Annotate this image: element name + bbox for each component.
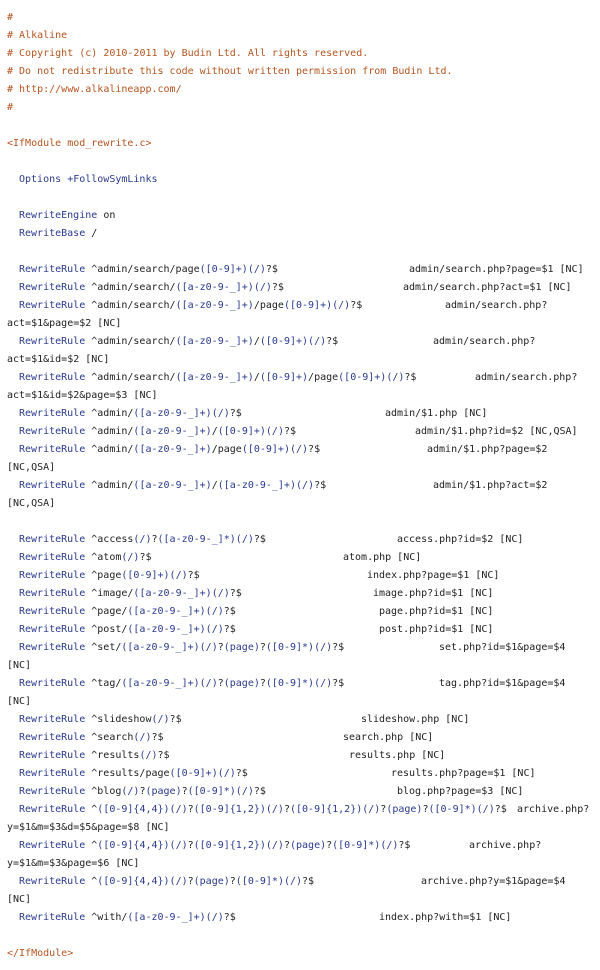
rule-substitution: tag.php?id=$1&page=$4 xyxy=(439,678,566,689)
rule-substitution: admin/$1.php [NC] xyxy=(385,408,488,419)
rule-pattern: ^admin/search/([a-z0-9-_]+)(/)?$ xyxy=(91,282,284,293)
rewrite-rule-line xyxy=(19,747,170,765)
rewrite-rule-line xyxy=(19,675,344,693)
rewrite-rule-line xyxy=(19,423,296,441)
rewrite-rule-line xyxy=(19,585,242,603)
rewrite-rule-keyword: RewriteRule xyxy=(19,786,86,797)
rule-pattern: ^admin/([a-z0-9-_]+)/([a-z0-9-_]+)(/)?$ xyxy=(91,480,327,491)
directive-keyword: RewriteEngine xyxy=(19,210,98,221)
directive-value: +FollowSymLinks xyxy=(67,174,158,185)
comment-line: # Alkaline xyxy=(7,30,68,41)
rule-substitution: archive.php? xyxy=(517,804,590,815)
rule-pattern: ^admin/search/([a-z0-9-_]+)/([0-9]+)(/)?$ xyxy=(91,336,339,347)
rewrite-rule-line xyxy=(19,765,248,783)
rule-substitution-continued: [NC] xyxy=(7,660,32,671)
rewrite-rule-line xyxy=(19,369,416,387)
options-directive xyxy=(19,171,158,189)
rule-pattern: ^results(/)?$ xyxy=(91,750,170,761)
rewrite-rule-line xyxy=(19,333,338,351)
rewrite-rule-line xyxy=(19,873,314,891)
rule-pattern: ^admin/search/([a-z0-9-_]+)/([0-9]+)/page([0-9]+)(/)?$ xyxy=(91,372,417,383)
rewrite-rule-keyword: RewriteRule xyxy=(19,570,86,581)
rule-pattern: ^image/([a-z0-9-_]+)(/)?$ xyxy=(91,588,242,599)
rewrite-engine-directive xyxy=(19,207,115,225)
rule-substitution-continued: act=$1&id=$2&page=$3 [NC] xyxy=(7,390,158,401)
rule-pattern: ^search(/)?$ xyxy=(91,732,164,743)
rewrite-base-directive xyxy=(19,225,97,243)
rule-substitution: admin/search.php?page=$1 [NC] xyxy=(409,264,584,275)
rule-substitution: post.php?id=$1 [NC] xyxy=(379,624,494,635)
rule-pattern: ^atom(/)?$ xyxy=(91,552,152,563)
rewrite-rule-line xyxy=(19,531,266,549)
rewrite-rule-line xyxy=(19,603,236,621)
rewrite-rule-keyword: RewriteRule xyxy=(19,624,86,635)
rewrite-rule-line xyxy=(19,783,266,801)
rule-substitution-continued: y=$1&m=$3&d=$5&page=$8 [NC] xyxy=(7,822,170,833)
rewrite-rule-keyword: RewriteRule xyxy=(19,606,86,617)
rule-substitution: image.php?id=$1 [NC] xyxy=(373,588,494,599)
rewrite-rule-line xyxy=(19,405,242,423)
comment-line: # xyxy=(7,12,14,23)
rule-substitution: access.php?id=$2 [NC] xyxy=(397,534,524,545)
rewrite-rule-line xyxy=(19,549,151,567)
rewrite-rule-line xyxy=(19,621,236,639)
rule-substitution-continued: act=$1&id=$2 [NC] xyxy=(7,354,110,365)
rewrite-rule-keyword: RewriteRule xyxy=(19,912,86,923)
rewrite-rule-keyword: RewriteRule xyxy=(19,768,86,779)
directive-keyword: Options xyxy=(19,174,62,185)
rewrite-rule-keyword: RewriteRule xyxy=(19,732,86,743)
ifmodule-close-tag: </IfModule> xyxy=(7,948,74,959)
rewrite-rule-keyword: RewriteRule xyxy=(19,444,86,455)
rewrite-rule-keyword: RewriteRule xyxy=(19,408,86,419)
rewrite-rule-keyword: RewriteRule xyxy=(19,750,86,761)
rule-substitution: atom.php [NC] xyxy=(343,552,422,563)
rule-substitution: search.php [NC] xyxy=(343,732,434,743)
directive-keyword: RewriteBase xyxy=(19,228,86,239)
rule-pattern: ^admin/search/page([0-9]+)(/)?$ xyxy=(91,264,278,275)
rewrite-rule-keyword: RewriteRule xyxy=(19,552,86,563)
rule-pattern: ^slideshow(/)?$ xyxy=(91,714,182,725)
comment-line: # Copyright (c) 2010-2011 by Budin Ltd. All rights reserved. xyxy=(7,48,369,59)
rule-substitution: admin/search.php? xyxy=(445,300,548,311)
rule-substitution: archive.php?y=$1&page=$4 xyxy=(421,876,566,887)
rule-pattern: ^([0-9]{4,4})(/)?(page)?([0-9]*)(/)?$ xyxy=(91,876,315,887)
rewrite-rule-keyword: RewriteRule xyxy=(19,426,86,437)
rewrite-rule-line xyxy=(19,909,236,927)
rule-substitution: admin/$1.php?act=$2 xyxy=(433,480,548,491)
rewrite-rule-keyword: RewriteRule xyxy=(19,480,86,491)
rewrite-rule-line xyxy=(19,477,326,495)
rule-pattern: ^admin/search/([a-z0-9-_]+)/page([0-9]+)(/)?$ xyxy=(91,300,363,311)
rewrite-rule-line xyxy=(19,801,507,819)
rule-pattern: ^([0-9]{4,4})(/)?([0-9]{1,2})(/)?([0-9]{1,2})(/)?(page)?([0-9]*)(/)?$ xyxy=(91,804,507,815)
rule-substitution: admin/$1.php?page=$2 xyxy=(427,444,548,455)
rule-pattern: ^post/([a-z0-9-_]+)(/)?$ xyxy=(91,624,236,635)
rule-substitution: admin/search.php?act=$1 [NC] xyxy=(403,282,572,293)
rewrite-rule-keyword: RewriteRule xyxy=(19,678,86,689)
rewrite-rule-line xyxy=(19,279,284,297)
rule-pattern: ^blog(/)?(page)?([0-9]*)(/)?$ xyxy=(91,786,266,797)
directive-value: / xyxy=(91,228,98,239)
rewrite-rule-line xyxy=(19,567,200,585)
rule-pattern: ^tag/([a-z0-9-_]+)(/)?(page)?([0-9]*)(/)?$ xyxy=(91,678,345,689)
rewrite-rule-keyword: RewriteRule xyxy=(19,336,86,347)
rewrite-rule-line xyxy=(19,261,278,279)
rule-substitution: results.php [NC] xyxy=(349,750,446,761)
rule-substitution: archive.php? xyxy=(469,840,542,851)
rule-substitution: admin/search.php? xyxy=(433,336,536,347)
rewrite-rule-keyword: RewriteRule xyxy=(19,876,86,887)
rule-substitution: index.php?with=$1 [NC] xyxy=(379,912,512,923)
rule-pattern: ^admin/([a-z0-9-_]+)(/)?$ xyxy=(91,408,242,419)
rewrite-rule-keyword: RewriteRule xyxy=(19,804,86,815)
rule-substitution: slideshow.php [NC] xyxy=(361,714,470,725)
rule-substitution-continued: [NC,QSA] xyxy=(7,462,56,473)
rewrite-rule-keyword: RewriteRule xyxy=(19,282,86,293)
rewrite-rule-keyword: RewriteRule xyxy=(19,534,86,545)
rewrite-rule-keyword: RewriteRule xyxy=(19,300,86,311)
rule-pattern: ^results/page([0-9]+)(/)?$ xyxy=(91,768,248,779)
rewrite-rule-line xyxy=(19,729,164,747)
rewrite-rule-line xyxy=(19,711,182,729)
rule-substitution-continued: [NC,QSA] xyxy=(7,498,56,509)
rewrite-rule-keyword: RewriteRule xyxy=(19,372,86,383)
rule-substitution-continued: act=$1&page=$2 [NC] xyxy=(7,318,122,329)
rewrite-rule-keyword: RewriteRule xyxy=(19,642,86,653)
rewrite-rule-keyword: RewriteRule xyxy=(19,714,86,725)
rewrite-rule-line xyxy=(19,837,410,855)
comment-line: # http://www.alkalineapp.com/ xyxy=(7,84,182,95)
rule-pattern: ^set/([a-z0-9-_]+)(/)?(page)?([0-9]*)(/)?$ xyxy=(91,642,345,653)
rule-substitution: page.php?id=$1 [NC] xyxy=(379,606,494,617)
rule-substitution: index.php?page=$1 [NC] xyxy=(367,570,500,581)
rule-substitution: blog.php?page=$3 [NC] xyxy=(397,786,524,797)
rule-substitution: set.php?id=$1&page=$4 xyxy=(439,642,566,653)
rewrite-rule-keyword: RewriteRule xyxy=(19,264,86,275)
rewrite-rule-keyword: RewriteRule xyxy=(19,840,86,851)
rewrite-rule-line xyxy=(19,441,320,459)
rule-pattern: ^admin/([a-z0-9-_]+)/([0-9]+)(/)?$ xyxy=(91,426,297,437)
rule-pattern: ^page/([a-z0-9-_]+)(/)?$ xyxy=(91,606,236,617)
rule-substitution: results.php?page=$1 [NC] xyxy=(391,768,536,779)
directive-value: on xyxy=(103,210,116,221)
rule-pattern: ^page([0-9]+)(/)?$ xyxy=(91,570,200,581)
rule-pattern: ^with/([a-z0-9-_]+)(/)?$ xyxy=(91,912,236,923)
rule-substitution-continued: [NC] xyxy=(7,894,32,905)
rule-substitution-continued: [NC] xyxy=(7,696,32,707)
rule-pattern: ^admin/([a-z0-9-_]+)/page([0-9]+)(/)?$ xyxy=(91,444,321,455)
rule-substitution: admin/search.php? xyxy=(475,372,578,383)
rule-substitution: admin/$1.php?id=$2 [NC,QSA] xyxy=(415,426,578,437)
rewrite-rule-line xyxy=(19,297,362,315)
rewrite-rule-line xyxy=(19,639,344,657)
rule-pattern: ^access(/)?([a-z0-9-_]*)(/)?$ xyxy=(91,534,266,545)
rewrite-rule-keyword: RewriteRule xyxy=(19,588,86,599)
rule-substitution-continued: y=$1&m=$3&page=$6 [NC] xyxy=(7,858,140,869)
rule-pattern: ^([0-9]{4,4})(/)?([0-9]{1,2})(/)?(page)?([0-9]*)(/)?$ xyxy=(91,840,411,851)
ifmodule-open-tag: <IfModule mod_rewrite.c> xyxy=(7,138,152,149)
comment-line: # Do not redistribute this code without written permission from Budin Ltd. xyxy=(7,66,453,77)
comment-line: # xyxy=(7,102,14,113)
